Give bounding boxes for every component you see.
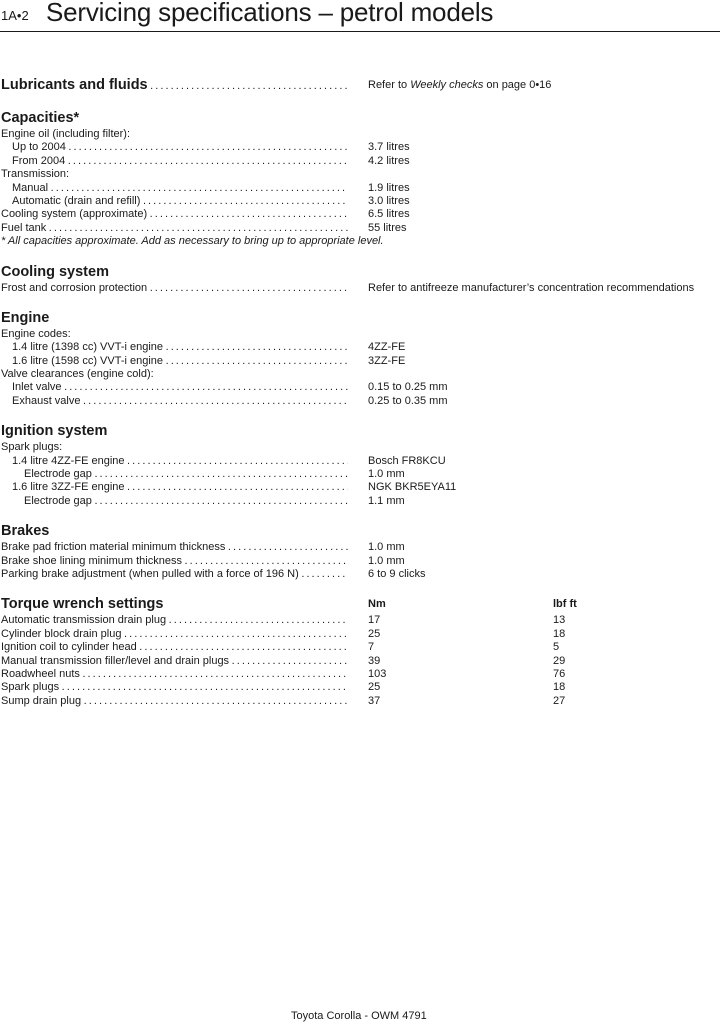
section-torque (1, 595, 716, 708)
torque-lbf-ft: 76 (553, 667, 566, 680)
torque-nm: 17 (368, 614, 381, 627)
spec-row (1, 455, 716, 468)
torque-nm: 103 (368, 667, 387, 680)
torque-label: Ignition coil to cylinder head . . . (1, 641, 348, 654)
spec-row (1, 368, 716, 381)
torque-nm: 25 (368, 627, 381, 640)
torque-lbf-ft: 13 (553, 614, 566, 627)
spec-label: Up to 2004 . . . (1, 141, 348, 154)
spec-row (1, 155, 716, 168)
torque-row (1, 655, 716, 668)
torque-lbf-ft: 29 (553, 654, 566, 667)
spec-value: 4.2 litres (368, 154, 410, 167)
section-cooling (1, 263, 716, 295)
section-heading (1, 422, 716, 441)
spec-row (1, 341, 716, 354)
spec-rows (1, 282, 716, 295)
torque-row (1, 681, 716, 694)
page-number: 1A•2 (1, 8, 29, 23)
section-capacities (1, 109, 716, 249)
spec-label: 1.6 litre (1598 cc) VVT-i engine . . . (1, 355, 348, 368)
spec-value: 1.0 mm (368, 468, 405, 481)
spec-rows (1, 128, 716, 235)
spec-value: 1.0 mm (368, 541, 405, 554)
section-heading (1, 309, 716, 328)
spec-label: 1.4 litre (1398 cc) VVT-i engine . . . (1, 341, 348, 354)
torque-lbf-ft: 27 (553, 694, 566, 707)
spec-rows (1, 541, 716, 581)
spec-value: 1.9 litres (368, 181, 410, 194)
spec-label: From 2004 . . . (1, 155, 348, 168)
page-title: Servicing specifications – petrol models (46, 0, 494, 27)
spec-label: Transmission: (1, 168, 70, 181)
torque-row (1, 641, 716, 654)
spec-value: 3.0 litres (368, 194, 410, 207)
torque-row (1, 614, 716, 627)
spec-row (1, 128, 716, 141)
section-heading (1, 109, 716, 128)
spec-row (1, 395, 716, 408)
spec-row (1, 568, 716, 581)
spec-label: Exhaust valve . . . (1, 395, 348, 408)
torque-row (1, 668, 716, 681)
spec-row (1, 222, 716, 235)
section-title: Engine (1, 309, 50, 326)
spec-row (1, 555, 716, 568)
section-ignition (1, 422, 716, 508)
torque-row (1, 695, 716, 708)
spec-row (1, 468, 716, 481)
torque-nm: 37 (368, 694, 381, 707)
torque-label: Spark plugs . . . (1, 681, 348, 694)
footer-text: Toyota Corolla - OWM 4791 (291, 1010, 427, 1022)
spec-row (1, 495, 716, 508)
column-header-nm: Nm (368, 598, 386, 611)
spec-row (1, 355, 716, 368)
spec-label: Engine codes: (1, 327, 71, 340)
spec-value: 6 to 9 clicks (368, 567, 426, 580)
torque-label: Cylinder block drain plug . . . (1, 628, 348, 641)
spec-label: Manual . . . (1, 182, 348, 195)
spec-value: 55 litres (368, 221, 407, 234)
section-title: Brakes (1, 523, 50, 540)
spec-row (1, 541, 716, 554)
section-title: Capacities* (1, 110, 80, 126)
spec-row (1, 441, 716, 454)
spec-label: Brake pad friction material minimum thickness . . . (1, 541, 348, 554)
spec-value: 4ZZ-FE (368, 341, 406, 354)
torque-lbf-ft: 5 (553, 641, 560, 654)
spec-value: Bosch FR8KCU (368, 454, 446, 467)
torque-nm: 7 (368, 641, 375, 654)
torque-label: Manual transmission filler/level and drain plugs . . . (1, 655, 348, 668)
spec-rows (1, 328, 716, 408)
spec-label: Fuel tank . . . (1, 222, 348, 235)
torque-label: Roadwheel nuts . . . (1, 668, 348, 681)
spec-value: NGK BKR5EYA11 (368, 481, 457, 494)
spec-row (1, 481, 716, 494)
torque-label: Sump drain plug . . . (1, 695, 348, 708)
spec-label: Electrode gap . . . (1, 495, 348, 508)
section-title: Torque wrench settings (1, 596, 164, 613)
spec-row (1, 381, 716, 394)
spec-label: Parking brake adjustment (when pulled with a force of 196 N) . . . (1, 568, 348, 581)
capacities-note (1, 235, 716, 248)
torque-lbf-ft: 18 (553, 627, 566, 640)
spec-row (1, 208, 716, 221)
value-prefix: Refer to (368, 79, 411, 91)
spec-label: Frost and corrosion protection . . . (1, 282, 348, 295)
torque-lbf-ft: 18 (553, 681, 566, 694)
spec-label: Brake shoe lining minimum thickness . . . (1, 555, 348, 568)
spec-value: 3ZZ-FE (368, 354, 406, 367)
spec-row (1, 168, 716, 181)
torque-row (1, 628, 716, 641)
spec-value: 0.25 to 0.35 mm (368, 394, 448, 407)
torque-rows (1, 614, 716, 708)
spec-label: Automatic (drain and refill) . . . (1, 195, 348, 208)
section-heading (1, 595, 716, 614)
torque-label: Automatic transmission drain plug . . . (1, 614, 348, 627)
spec-value: 0.15 to 0.25 mm (368, 381, 448, 394)
section-lubricants (1, 76, 716, 95)
section-heading (1, 76, 716, 95)
value-suffix: on page 0•16 (483, 79, 552, 91)
spec-rows (1, 441, 716, 508)
spec-label: Electrode gap . . . (1, 468, 348, 481)
spec-value: 1.1 mm (368, 494, 405, 507)
spec-row (1, 328, 716, 341)
spec-row (1, 182, 716, 195)
spec-value: Refer to antifreeze manufacturer’s concentration recommendations (368, 281, 695, 294)
spec-label: 1.6 litre 3ZZ-FE engine . . . (1, 481, 348, 494)
note-text: * All capacities approximate. Add as necessary to bring up to appropriate level. (1, 235, 384, 248)
spec-row (1, 195, 716, 208)
spec-value: 3.7 litres (368, 141, 410, 154)
spec-row (1, 141, 716, 154)
section-heading (1, 522, 716, 541)
torque-nm: 25 (368, 681, 381, 694)
spec-label: Inlet valve . . . (1, 381, 348, 394)
section-title: Ignition system (1, 423, 108, 440)
spec-value: 1.0 mm (368, 554, 405, 567)
spec-label: Cooling system (approximate) . . . (1, 208, 348, 221)
section-title: Lubricants and fluids . . . (1, 76, 348, 96)
page-header (0, 0, 720, 32)
spec-label: 1.4 litre 4ZZ-FE engine . . . (1, 455, 348, 468)
spec-label: Valve clearances (engine cold): (1, 368, 154, 381)
section-heading (1, 263, 716, 282)
value-reference: Weekly checks (410, 79, 484, 91)
section-value (368, 76, 551, 95)
section-engine (1, 309, 716, 408)
torque-nm: 39 (368, 654, 381, 667)
spec-value: 6.5 litres (368, 208, 410, 221)
column-header-lbf-ft: lbf ft (553, 598, 577, 611)
spec-label: Engine oil (including filter): (1, 128, 131, 140)
spec-label: Spark plugs: (1, 441, 63, 454)
spec-row (1, 282, 716, 295)
section-title: Cooling system (1, 263, 109, 280)
section-brakes (1, 522, 716, 581)
spec-content (1, 76, 716, 722)
